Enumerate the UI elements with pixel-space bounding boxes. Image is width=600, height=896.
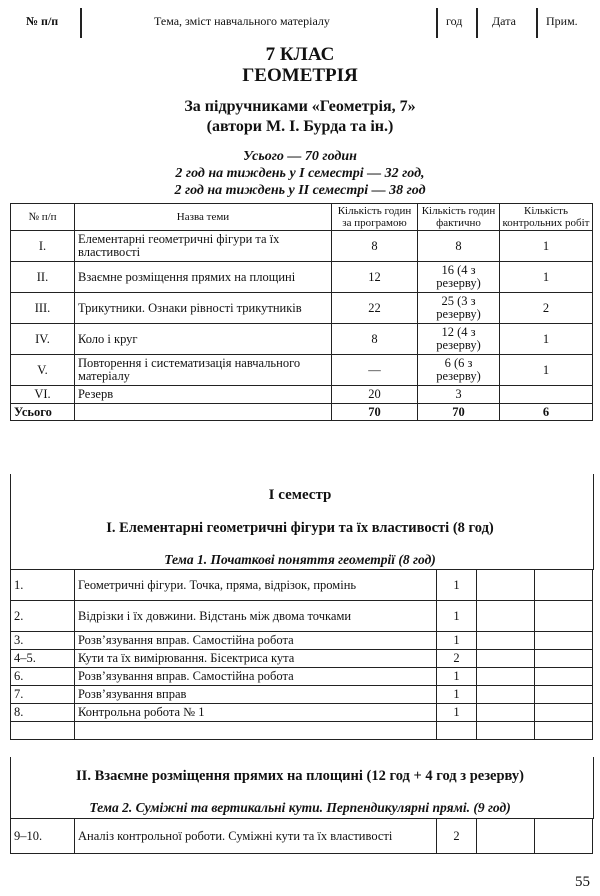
- section1-title: І. Елементарні геометричні фігури та їх властивості (8 год): [106, 520, 494, 536]
- lesson-date: [477, 650, 535, 668]
- row-name: Коло і круг: [75, 324, 332, 355]
- course-title: [0, 44, 600, 86]
- row-tests: 2: [500, 293, 593, 324]
- table-row: [11, 293, 593, 324]
- lesson-note: [535, 570, 593, 601]
- header-col-note: Прим.: [546, 14, 578, 28]
- row-planned: 22: [332, 293, 418, 324]
- table-row: [11, 324, 593, 355]
- lesson-number: 1.: [11, 570, 75, 601]
- lesson-topic: [75, 722, 437, 740]
- table-row: [11, 570, 593, 601]
- header-divider: [476, 8, 478, 38]
- lesson-note: [535, 819, 593, 854]
- table-row: [11, 262, 593, 293]
- lesson-topic: Розв’язування вправ. Самостійна робота: [75, 668, 437, 686]
- lessons-table-2: [10, 818, 593, 854]
- lesson-date: [477, 601, 535, 632]
- row-number: IV.: [11, 324, 75, 355]
- lesson-topic: Кути та їх вимірювання. Бісектриса кута: [75, 650, 437, 668]
- lesson-hours: 1: [437, 668, 477, 686]
- header-col-date: Дата: [492, 14, 516, 28]
- lesson-hours: 2: [437, 650, 477, 668]
- table-row: [11, 819, 593, 854]
- row-planned: 20: [332, 386, 418, 404]
- lesson-date: [477, 668, 535, 686]
- table-row: [11, 355, 593, 386]
- lesson-note: [535, 722, 593, 740]
- authors-line: (автори М. І. Бурда та ін.): [206, 118, 394, 135]
- total-label: Усього: [11, 404, 75, 421]
- row-number: І.: [11, 231, 75, 262]
- row-planned: —: [332, 355, 418, 386]
- row-planned: 8: [332, 231, 418, 262]
- table-row: [11, 386, 593, 404]
- header-col-number: № п/п: [26, 14, 59, 28]
- lesson-note: [535, 632, 593, 650]
- theme1-title: Тема 1. Початкові поняття геометрії (8 год): [164, 552, 436, 567]
- row-actual: 25 (3 з резерву): [418, 293, 500, 324]
- table-row: [11, 650, 593, 668]
- total-actual: 70: [418, 404, 500, 421]
- row-number: ІІІ.: [11, 293, 75, 324]
- table-row: [11, 668, 593, 686]
- lesson-topic: Розв’язування вправ: [75, 686, 437, 704]
- lesson-note: [535, 686, 593, 704]
- table-row-empty: [11, 722, 593, 740]
- textbook-info: [0, 97, 600, 137]
- total-planned: 70: [332, 404, 418, 421]
- row-name: Трикутники. Ознаки рівності трикутників: [75, 293, 332, 324]
- header-divider: [80, 8, 82, 38]
- grade-title: 7 КЛАС: [265, 44, 335, 65]
- summary-header-number: № п/п: [11, 204, 75, 231]
- total-empty: [75, 404, 332, 421]
- header-col-hours: год: [446, 14, 463, 28]
- row-name: Елементарні геометричні фігури та їх властивості: [75, 231, 332, 262]
- summary-header-actual: Кількість годин фактично: [418, 204, 500, 231]
- semester1-hours: 2 год на тиждень у І семестрі — 32 год,: [175, 166, 425, 181]
- table-row: [11, 686, 593, 704]
- header-divider: [436, 8, 438, 38]
- hours-info: [0, 148, 600, 199]
- lesson-number: 2.: [11, 601, 75, 632]
- section2-title: ІІ. Взаємне розміщення прямих на площині (12 год + 4 год з резерву): [76, 768, 524, 784]
- lesson-date: [477, 570, 535, 601]
- table-row: [11, 632, 593, 650]
- row-actual: 6 (6 з резерву): [418, 355, 500, 386]
- lesson-hours: 1: [437, 601, 477, 632]
- lessons-table-1: [10, 569, 593, 740]
- table-row: [11, 231, 593, 262]
- lesson-note: [535, 650, 593, 668]
- lesson-hours: 1: [437, 570, 477, 601]
- row-number: VI.: [11, 386, 75, 404]
- row-actual: 3: [418, 386, 500, 404]
- semester2-hours: 2 год на тиждень у ІІ семестрі — 38 год: [174, 183, 426, 198]
- row-actual: 8: [418, 231, 500, 262]
- total-row: [11, 404, 593, 421]
- lesson-date: [477, 632, 535, 650]
- summary-header-tests: Кількість контрольних робіт: [500, 204, 593, 231]
- lesson-hours: 1: [437, 632, 477, 650]
- header-col-topic: Тема, зміст навчального матеріалу: [154, 14, 330, 28]
- row-name: Повторення і систематизація навчального матеріалу: [75, 355, 332, 386]
- row-number: ІІ.: [11, 262, 75, 293]
- row-name: Резерв: [75, 386, 332, 404]
- row-tests: 1: [500, 262, 593, 293]
- lesson-number: 7.: [11, 686, 75, 704]
- summary-header-row: [11, 204, 593, 231]
- lesson-topic: Аналіз контрольної роботи. Суміжні кути та їх властивості: [75, 819, 437, 854]
- theme2-title: Тема 2. Суміжні та вертикальні кути. Перпендикулярні прямі. (9 год): [89, 800, 511, 815]
- header-divider: [536, 8, 538, 38]
- row-tests: 1: [500, 231, 593, 262]
- lesson-number: 9–10.: [11, 819, 75, 854]
- summary-table: [10, 203, 593, 421]
- lesson-hours: [437, 722, 477, 740]
- row-tests: 1: [500, 324, 593, 355]
- row-tests: 1: [500, 355, 593, 386]
- lesson-topic: Контрольна робота № 1: [75, 704, 437, 722]
- lesson-date: [477, 686, 535, 704]
- row-number: V.: [11, 355, 75, 386]
- lesson-number: 4–5.: [11, 650, 75, 668]
- lesson-number: [11, 722, 75, 740]
- lesson-hours: 2: [437, 819, 477, 854]
- total-hours: Усього — 70 годин: [243, 149, 357, 164]
- row-tests: [500, 386, 593, 404]
- running-header: [10, 6, 592, 40]
- row-actual: 16 (4 з резерву): [418, 262, 500, 293]
- lesson-date: [477, 704, 535, 722]
- summary-header-name: Назва теми: [75, 204, 332, 231]
- total-tests: 6: [500, 404, 593, 421]
- lesson-number: 8.: [11, 704, 75, 722]
- lesson-note: [535, 601, 593, 632]
- lesson-note: [535, 704, 593, 722]
- lesson-note: [535, 668, 593, 686]
- row-actual: 12 (4 з резерву): [418, 324, 500, 355]
- textbook-line: За підручниками «Геометрія, 7»: [184, 98, 416, 115]
- lesson-hours: 1: [437, 704, 477, 722]
- lesson-topic: Розв’язування вправ. Самостійна робота: [75, 632, 437, 650]
- page-number: 55: [575, 874, 590, 890]
- table-row: [11, 704, 593, 722]
- lesson-topic: Відрізки і їх довжини. Відстань між двома точками: [75, 601, 437, 632]
- row-name: Взаємне розміщення прямих на площині: [75, 262, 332, 293]
- lesson-hours: 1: [437, 686, 477, 704]
- row-planned: 8: [332, 324, 418, 355]
- summary-header-planned: Кількість годин за програмою: [332, 204, 418, 231]
- semester-heading: І семестр: [268, 487, 332, 503]
- row-planned: 12: [332, 262, 418, 293]
- subject-title: ГЕОМЕТРІЯ: [242, 65, 358, 86]
- lesson-number: 6.: [11, 668, 75, 686]
- lesson-date: [477, 819, 535, 854]
- table-row: [11, 601, 593, 632]
- lesson-topic: Геометричні фігури. Точка, пряма, відрізок, промінь: [75, 570, 437, 601]
- lesson-number: 3.: [11, 632, 75, 650]
- lesson-date: [477, 722, 535, 740]
